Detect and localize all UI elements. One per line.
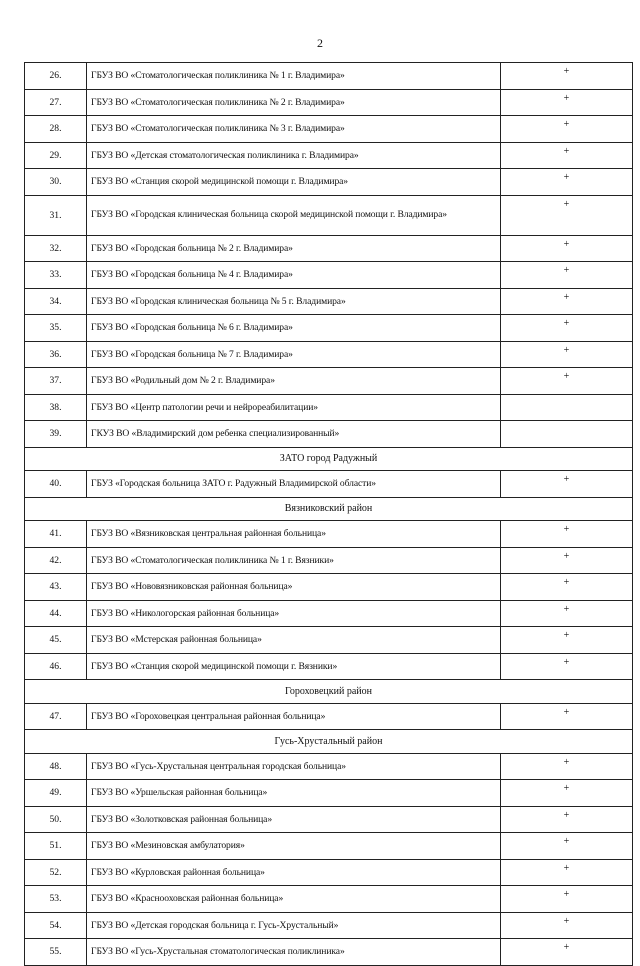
- table-row: [25, 627, 633, 654]
- table-row: [25, 262, 633, 289]
- row-number: 38.: [25, 394, 87, 421]
- participation-mark: +: [501, 521, 633, 548]
- institution-name: ГБУЗ ВО «Краснооховская районная больница»: [87, 886, 501, 913]
- table-row: [25, 421, 633, 448]
- participation-mark: +: [501, 169, 633, 196]
- table-row: [25, 521, 633, 548]
- table-row: [25, 471, 633, 498]
- participation-mark: +: [501, 89, 633, 116]
- row-number: 34.: [25, 288, 87, 315]
- row-number: 40.: [25, 471, 87, 498]
- table-row: [25, 653, 633, 680]
- table-row: [25, 394, 633, 421]
- row-number: 27.: [25, 89, 87, 116]
- participation-mark: +: [501, 859, 633, 886]
- participation-mark: +: [501, 341, 633, 368]
- participation-mark: +: [501, 547, 633, 574]
- row-number: 45.: [25, 627, 87, 654]
- participation-mark: [501, 394, 633, 421]
- participation-mark: +: [501, 703, 633, 730]
- institution-name: ГБУЗ ВО «Центр патологии речи и нейрореабилитации»: [87, 394, 501, 421]
- section-title: Гусь-Хрустальный район: [25, 730, 633, 754]
- table-row: [25, 912, 633, 939]
- table-row: [25, 63, 633, 90]
- section-row: [25, 680, 633, 704]
- section-row: [25, 730, 633, 754]
- institution-name: ГБУЗ ВО «Нововязниковская районная больница»: [87, 574, 501, 601]
- participation-mark: [501, 421, 633, 448]
- participation-mark: +: [501, 939, 633, 966]
- institution-name: ГБУЗ ВО «Городская больница № 4 г. Владимира»: [87, 262, 501, 289]
- institution-name: ГБУЗ ВО «Городская клиническая больница скорой медицинской помощи г. Владимира»: [87, 195, 501, 235]
- participation-mark: +: [501, 627, 633, 654]
- row-number: 55.: [25, 939, 87, 966]
- institution-name: ГКУЗ ВО «Владимирский дом ребенка специализированный»: [87, 421, 501, 448]
- participation-mark: +: [501, 912, 633, 939]
- section-title: ЗАТО город Радужный: [25, 447, 633, 471]
- participation-mark: +: [501, 368, 633, 395]
- institution-name: ГБУЗ ВО «Стоматологическая поликлиника № 3 г. Владимира»: [87, 116, 501, 143]
- participation-mark: +: [501, 63, 633, 90]
- institution-name: ГБУЗ ВО «Городская больница № 6 г. Владимира»: [87, 315, 501, 342]
- table-row: [25, 547, 633, 574]
- institution-name: ГБУЗ ВО «Никологорская районная больница»: [87, 600, 501, 627]
- participation-mark: +: [501, 142, 633, 169]
- participation-mark: +: [501, 235, 633, 262]
- row-number: 44.: [25, 600, 87, 627]
- participation-mark: +: [501, 262, 633, 289]
- participation-mark: +: [501, 600, 633, 627]
- participation-mark: +: [501, 574, 633, 601]
- table-row: [25, 886, 633, 913]
- row-number: 32.: [25, 235, 87, 262]
- participation-mark: +: [501, 806, 633, 833]
- participation-mark: +: [501, 195, 633, 235]
- table-row: [25, 806, 633, 833]
- institutions-table: [24, 62, 633, 966]
- institution-name: ГБУЗ ВО «Станция скорой медицинской помощи г. Вязники»: [87, 653, 501, 680]
- participation-mark: +: [501, 653, 633, 680]
- row-number: 49.: [25, 780, 87, 807]
- institution-name: ГБУЗ ВО «Уршельская районная больница»: [87, 780, 501, 807]
- participation-mark: +: [501, 315, 633, 342]
- table-row: [25, 142, 633, 169]
- table-row: [25, 939, 633, 966]
- table-body: [25, 63, 633, 966]
- table-row: [25, 315, 633, 342]
- institution-name: ГБУЗ ВО «Гороховецкая центральная районная больница»: [87, 703, 501, 730]
- table-row: [25, 859, 633, 886]
- institution-name: ГБУЗ ВО «Детская городская больница г. Гусь-Хрустальный»: [87, 912, 501, 939]
- institution-name: ГБУЗ ВО «Гусь-Хрустальная стоматологическая поликлиника»: [87, 939, 501, 966]
- institution-name: ГБУЗ ВО «Стоматологическая поликлиника № 1 г. Вязники»: [87, 547, 501, 574]
- table-row: [25, 368, 633, 395]
- row-number: 46.: [25, 653, 87, 680]
- row-number: 51.: [25, 833, 87, 860]
- institution-name: ГБУЗ ВО «Городская клиническая больница № 5 г. Владимира»: [87, 288, 501, 315]
- row-number: 28.: [25, 116, 87, 143]
- row-number: 36.: [25, 341, 87, 368]
- row-number: 47.: [25, 703, 87, 730]
- participation-mark: +: [501, 780, 633, 807]
- table-row: [25, 780, 633, 807]
- participation-mark: +: [501, 886, 633, 913]
- row-number: 48.: [25, 753, 87, 780]
- table-row: [25, 600, 633, 627]
- table-row: [25, 116, 633, 143]
- institution-name: ГБУЗ ВО «Золотковская районная больница»: [87, 806, 501, 833]
- row-number: 53.: [25, 886, 87, 913]
- section-title: Вязниковский район: [25, 497, 633, 521]
- table-row: [25, 195, 633, 235]
- participation-mark: +: [501, 753, 633, 780]
- institution-name: ГБУЗ ВО «Станция скорой медицинской помощи г. Владимира»: [87, 169, 501, 196]
- section-row: [25, 497, 633, 521]
- row-number: 41.: [25, 521, 87, 548]
- row-number: 30.: [25, 169, 87, 196]
- institution-name: ГБУЗ ВО «Детская стоматологическая поликлиника г. Владимира»: [87, 142, 501, 169]
- row-number: 54.: [25, 912, 87, 939]
- page-number: 2: [317, 36, 323, 50]
- row-number: 33.: [25, 262, 87, 289]
- row-number: 31.: [25, 195, 87, 235]
- section-title: Гороховецкий район: [25, 680, 633, 704]
- institution-name: ГБУЗ ВО «Городская больница № 2 г. Владимира»: [87, 235, 501, 262]
- row-number: 26.: [25, 63, 87, 90]
- institution-name: ГБУЗ ВО «Стоматологическая поликлиника № 2 г. Владимира»: [87, 89, 501, 116]
- institution-name: ГБУЗ ВО «Стоматологическая поликлиника № 1 г. Владимира»: [87, 63, 501, 90]
- row-number: 37.: [25, 368, 87, 395]
- table-row: [25, 169, 633, 196]
- row-number: 50.: [25, 806, 87, 833]
- participation-mark: +: [501, 288, 633, 315]
- institution-name: ГБУЗ ВО «Вязниковская центральная районная больница»: [87, 521, 501, 548]
- participation-mark: +: [501, 833, 633, 860]
- table-row: [25, 574, 633, 601]
- table-row: [25, 703, 633, 730]
- institution-name: ГБУЗ ВО «Курловская районная больница»: [87, 859, 501, 886]
- institution-name: ГБУЗ ВО «Мстерская районная больница»: [87, 627, 501, 654]
- institution-name: ГБУЗ «Городская больница ЗАТО г. Радужный Владимирской области»: [87, 471, 501, 498]
- row-number: 39.: [25, 421, 87, 448]
- row-number: 42.: [25, 547, 87, 574]
- table-row: [25, 341, 633, 368]
- table-row: [25, 288, 633, 315]
- row-number: 43.: [25, 574, 87, 601]
- institution-name: ГБУЗ ВО «Родильный дом № 2 г. Владимира»: [87, 368, 501, 395]
- row-number: 29.: [25, 142, 87, 169]
- table-row: [25, 833, 633, 860]
- table-row: [25, 89, 633, 116]
- institution-name: ГБУЗ ВО «Городская больница № 7 г. Владимира»: [87, 341, 501, 368]
- participation-mark: +: [501, 116, 633, 143]
- table-row: [25, 235, 633, 262]
- section-row: [25, 447, 633, 471]
- table-row: [25, 753, 633, 780]
- row-number: 35.: [25, 315, 87, 342]
- row-number: 52.: [25, 859, 87, 886]
- participation-mark: +: [501, 471, 633, 498]
- institution-name: ГБУЗ ВО «Гусь-Хрустальная центральная городская больница»: [87, 753, 501, 780]
- institution-name: ГБУЗ ВО «Мезиновская амбулатория»: [87, 833, 501, 860]
